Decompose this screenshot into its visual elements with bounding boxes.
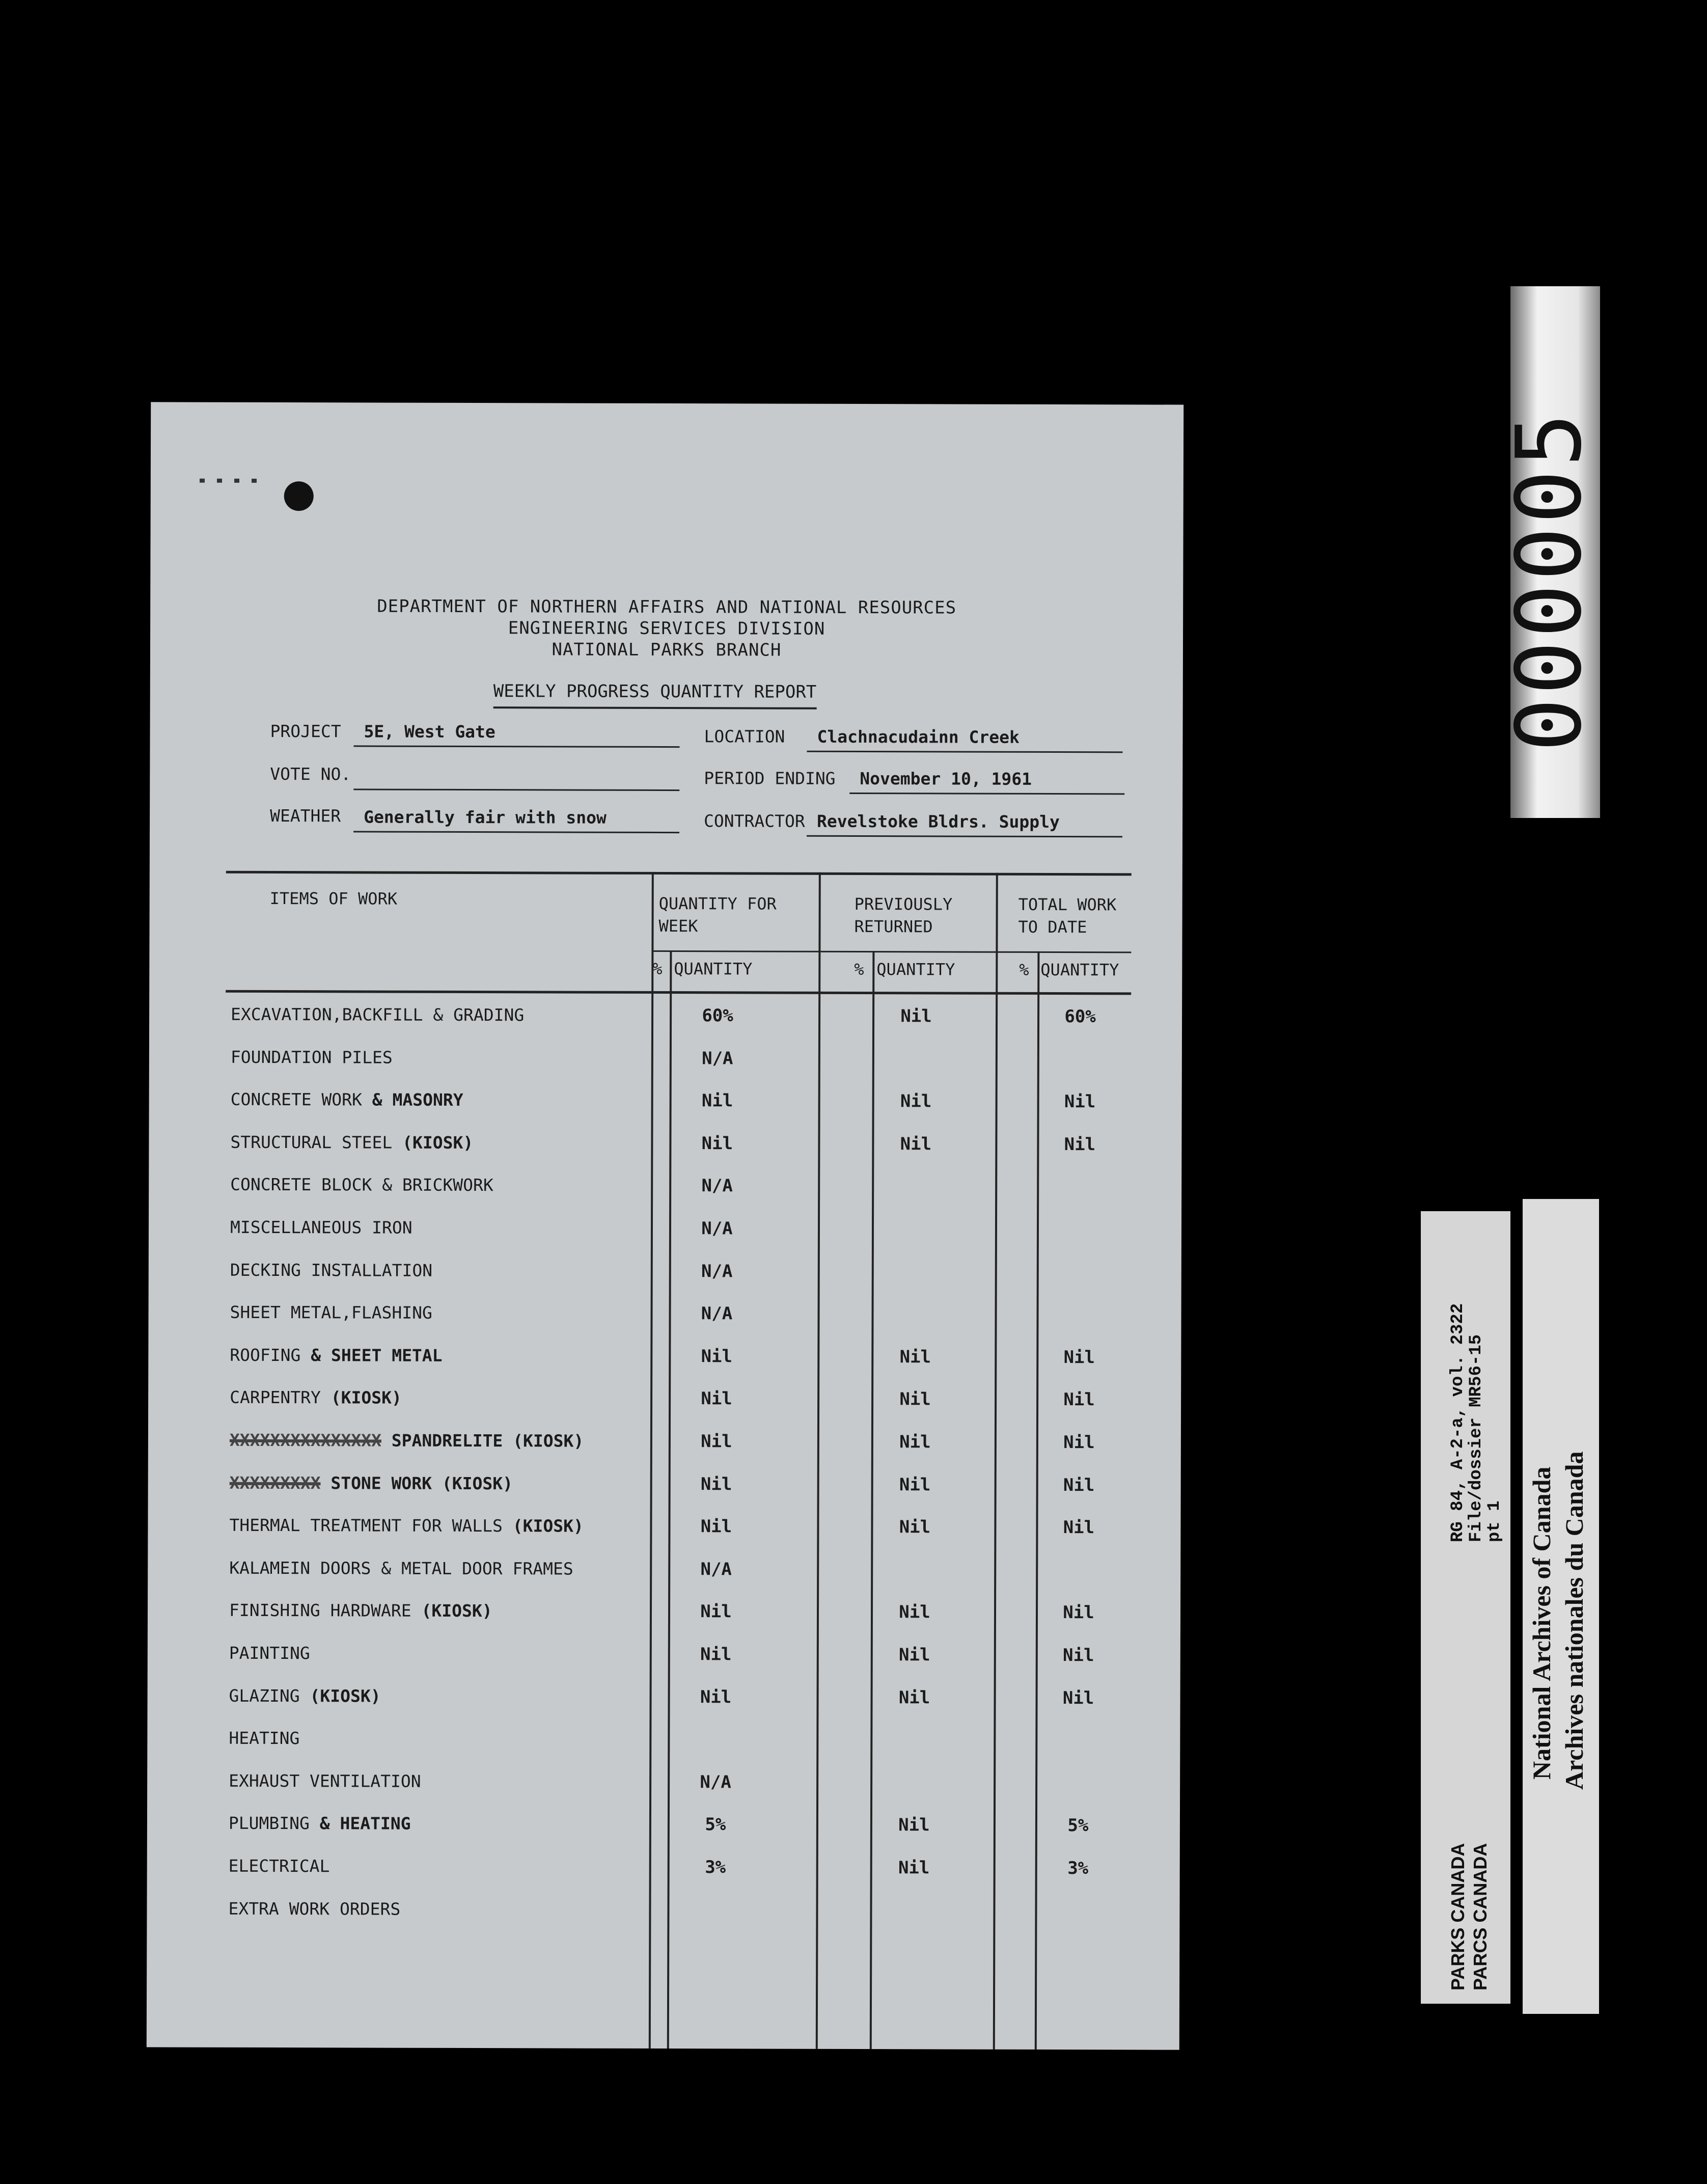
- work-item-name: GLAZING: [229, 1685, 300, 1706]
- total-quantity-cell: Nil: [1064, 1091, 1096, 1112]
- total-quantity-cell: Nil: [1063, 1347, 1095, 1368]
- project-label: PROJECT: [270, 721, 341, 742]
- week-pct-header: %: [652, 959, 663, 978]
- reference-line: File/dossier MR56-15: [1467, 1334, 1486, 1542]
- work-item: [230, 1430, 584, 1451]
- work-item-name: STRUCTURAL STEEL: [230, 1132, 393, 1153]
- work-item-name: EXTRA WORK ORDERS: [228, 1898, 401, 1919]
- work-item-annotation: (KIOSK): [331, 1387, 402, 1408]
- table-row: [147, 1898, 1179, 1931]
- work-item-annotation: (KIOSK): [310, 1686, 381, 1706]
- frame-number-tab: [1497, 286, 1602, 818]
- week-quantity-cell: Nil: [700, 1601, 732, 1622]
- work-item-annotation: & SHEET METAL: [311, 1345, 443, 1366]
- total-quantity-cell: Nil: [1063, 1645, 1094, 1666]
- week-header-line: QUANTITY FOR: [658, 893, 777, 914]
- work-item: [231, 1089, 463, 1110]
- week-quantity-cell: Nil: [700, 1687, 732, 1708]
- table-row: [148, 1302, 1181, 1335]
- work-item-annotation: SPANDRELITE (KIOSK): [391, 1430, 584, 1451]
- work-item: [231, 1047, 393, 1068]
- week-quantity-cell: 3%: [705, 1857, 726, 1878]
- work-item-annotation: (KIOSK): [402, 1132, 474, 1153]
- week-header-line: WEEK: [658, 916, 698, 936]
- total-quantity-cell: Nil: [1063, 1475, 1095, 1496]
- week-quantity-cell: Nil: [701, 1346, 733, 1367]
- week-quantity-cell: N/A: [700, 1559, 732, 1580]
- work-item-annotation: STONE WORK (KIOSK): [331, 1473, 513, 1494]
- total-quantity-cell: Nil: [1063, 1432, 1095, 1453]
- contractor-label: CONTRACTOR: [704, 811, 805, 831]
- vote-label: VOTE NO.: [270, 763, 351, 784]
- national-archives-label: [1523, 1199, 1599, 2014]
- work-item-name: EXHAUST VENTILATION: [229, 1770, 421, 1791]
- work-item: [229, 1771, 421, 1791]
- agency-en: PARKS CANADA: [1447, 1843, 1468, 1990]
- location-label: LOCATION: [704, 726, 785, 747]
- work-item: [230, 1175, 493, 1195]
- archives-name-en: National Archives of Canada: [1527, 1466, 1556, 1780]
- table-row: [149, 1132, 1181, 1165]
- table-row: [148, 1643, 1180, 1676]
- work-item-name: KALAMEIN DOORS & METAL DOOR FRAMES: [229, 1558, 573, 1579]
- total-quantity-cell: Nil: [1063, 1602, 1094, 1623]
- project-value: 5E, West Gate: [353, 721, 679, 748]
- report-title: WEEKLY PROGRESS QUANTITY REPORT: [493, 681, 817, 709]
- table-row: [148, 1430, 1181, 1463]
- report-sheet: [147, 402, 1183, 2050]
- reference-line: RG 84, A-2-a, vol. 2322: [1448, 1303, 1468, 1542]
- table-subheader-rule: [652, 950, 1131, 953]
- agency-fr: PARCS CANADA: [1470, 1843, 1491, 1990]
- prev-header-line: PREVIOUSLY: [854, 894, 953, 914]
- total-pct-header: %: [1019, 960, 1029, 979]
- week-quantity-cell: N/A: [701, 1218, 733, 1239]
- work-item: [230, 1217, 412, 1238]
- reference-line: pt 1: [1485, 1500, 1504, 1542]
- archives-name-fr: Archives nationales du Canada: [1560, 1451, 1588, 1790]
- prev-quantity-cell: Nil: [898, 1815, 930, 1836]
- prev-quantity-cell: Nil: [898, 1687, 930, 1708]
- week-quantity-cell: Nil: [701, 1133, 733, 1154]
- location-value: Clachnacudainn Creek: [807, 727, 1122, 753]
- week-quantity-cell: N/A: [701, 1261, 733, 1282]
- work-item: [231, 1004, 524, 1025]
- work-item-name: THERMAL TREATMENT FOR WALLS: [229, 1515, 503, 1536]
- total-header-line: TOTAL WORK: [1018, 894, 1117, 915]
- week-quantity-cell: 60%: [702, 1005, 733, 1026]
- table-row: [148, 1600, 1180, 1633]
- week-quantity-cell: Nil: [701, 1388, 732, 1409]
- table-row: [147, 1685, 1180, 1718]
- table-row: [149, 1217, 1181, 1250]
- division-heading: ENGINEERING SERVICES DIVISION: [508, 618, 825, 639]
- department-heading: DEPARTMENT OF NORTHERN AFFAIRS AND NATIONAL RESOURCES: [377, 596, 957, 618]
- work-item-name: SHEET METAL,FLASHING: [230, 1302, 432, 1323]
- prev-quantity-cell: Nil: [899, 1645, 930, 1666]
- prev-quantity-cell: Nil: [900, 1091, 932, 1112]
- work-item-annotation: (KIOSK): [512, 1516, 584, 1536]
- prev-quantity-cell: Nil: [898, 1858, 930, 1878]
- work-item-name: EXCAVATION,BACKFILL & GRADING: [231, 1004, 525, 1025]
- work-item-name: DECKING INSTALLATION: [230, 1260, 433, 1280]
- table-row: [149, 1174, 1181, 1207]
- contractor-value: Revelstoke Bldrs. Supply: [807, 811, 1122, 838]
- work-item-name: ELECTRICAL: [228, 1855, 330, 1876]
- work-item-annotation: & MASONRY: [372, 1089, 463, 1110]
- items-header: ITEMS OF WORK: [269, 888, 398, 909]
- work-item: [229, 1686, 381, 1706]
- work-item: [229, 1728, 299, 1748]
- table-row: [147, 1728, 1180, 1761]
- week-quantity-cell: Nil: [701, 1431, 732, 1452]
- week-quantity-cell: Nil: [701, 1090, 733, 1111]
- prev-quantity-cell: Nil: [899, 1347, 931, 1368]
- total-quantity-cell: Nil: [1064, 1134, 1096, 1155]
- work-item-name: CONCRETE BLOCK & BRICKWORK: [230, 1174, 493, 1195]
- total-quantity-cell: 5%: [1067, 1815, 1089, 1836]
- work-item: [229, 1856, 330, 1876]
- prev-header: [854, 893, 952, 938]
- table-row: [148, 1558, 1180, 1591]
- work-item-name: FOUNDATION PILES: [230, 1047, 393, 1068]
- week-quantity-cell: N/A: [702, 1048, 733, 1069]
- week-quantity-cell: N/A: [700, 1772, 731, 1793]
- work-item-name: FINISHING HARDWARE: [229, 1600, 411, 1621]
- work-item: [228, 1899, 400, 1919]
- week-quantity-cell: 5%: [705, 1814, 726, 1835]
- prev-quantity-cell: Nil: [899, 1602, 930, 1623]
- prev-pct-header: %: [854, 959, 864, 979]
- branch-heading: NATIONAL PARKS BRANCH: [552, 639, 782, 661]
- work-item: [230, 1345, 442, 1366]
- work-item-annotation: & HEATING: [319, 1813, 411, 1834]
- week-header: [658, 892, 776, 938]
- work-item: [229, 1813, 411, 1834]
- total-quantity-cell: 60%: [1064, 1006, 1096, 1027]
- work-item: [229, 1600, 492, 1621]
- prev-quantity-cell: Nil: [899, 1389, 931, 1410]
- prev-quantity-cell: Nil: [899, 1432, 931, 1453]
- work-item-name: XXXXXXXXX: [229, 1472, 321, 1493]
- period-value: November 10, 1961: [849, 769, 1124, 795]
- total-quantity-cell: 3%: [1067, 1858, 1089, 1879]
- table-row: [148, 1345, 1181, 1378]
- table-row: [148, 1472, 1181, 1506]
- week-quantity-cell: N/A: [701, 1303, 733, 1324]
- total-quantity-cell: Nil: [1062, 1688, 1094, 1709]
- work-item: [230, 1473, 513, 1493]
- work-item: [230, 1387, 402, 1408]
- total-header-line: TO DATE: [1018, 917, 1087, 937]
- weather-value: Generally fair with snow: [353, 807, 679, 833]
- table-row: [149, 1047, 1182, 1080]
- ink-blot: [284, 481, 314, 511]
- work-item-name: MISCELLANEOUS IRON: [230, 1217, 412, 1238]
- total-header: [1018, 893, 1116, 939]
- prev-quantity-cell: Nil: [900, 1006, 932, 1027]
- table-row: [147, 1813, 1180, 1846]
- weather-label: WEATHER: [270, 805, 341, 826]
- week-quantity-cell: N/A: [701, 1176, 733, 1196]
- work-item: [230, 1260, 432, 1280]
- ink-mark: [200, 479, 266, 483]
- table-row: [149, 1089, 1182, 1122]
- frame-number: 000005: [1497, 410, 1602, 752]
- work-item: [229, 1515, 583, 1536]
- prev-qty-header: QUANTITY: [876, 960, 955, 979]
- period-label: PERIOD ENDING: [704, 768, 836, 788]
- work-item-name: CARPENTRY: [230, 1387, 321, 1408]
- prev-quantity-cell: Nil: [900, 1134, 932, 1155]
- total-quantity-cell: Nil: [1063, 1517, 1095, 1538]
- table-row: [149, 1004, 1182, 1037]
- work-item-name: ROOFING: [230, 1345, 301, 1366]
- week-quantity-cell: Nil: [700, 1474, 732, 1495]
- archive-reference-label: [1421, 1211, 1510, 2004]
- week-quantity-cell: Nil: [700, 1644, 732, 1665]
- work-item: [229, 1643, 310, 1663]
- prev-quantity-cell: Nil: [899, 1475, 931, 1495]
- work-item: [229, 1558, 573, 1579]
- table-row: [148, 1515, 1180, 1548]
- total-qty-header: QUANTITY: [1040, 960, 1119, 980]
- work-item-name: PAINTING: [229, 1643, 310, 1663]
- work-item: [230, 1302, 432, 1323]
- work-item: [230, 1132, 473, 1153]
- total-quantity-cell: Nil: [1063, 1389, 1095, 1410]
- work-item-name: XXXXXXXXXXXXXXX: [229, 1430, 381, 1451]
- prev-header-line: RETURNED: [854, 916, 933, 937]
- work-item-name: CONCRETE WORK: [230, 1089, 362, 1110]
- work-item-name: HEATING: [229, 1728, 300, 1749]
- vote-value: [353, 764, 679, 791]
- table-row: [147, 1855, 1180, 1889]
- prev-quantity-cell: Nil: [899, 1517, 931, 1538]
- week-qty-header: QUANTITY: [674, 959, 753, 979]
- work-item-annotation: (KIOSK): [421, 1600, 492, 1621]
- table-row: [149, 1260, 1181, 1293]
- work-item-name: PLUMBING: [228, 1813, 310, 1834]
- week-quantity-cell: Nil: [700, 1516, 732, 1537]
- table-row: [147, 1770, 1180, 1804]
- table-row: [148, 1387, 1181, 1420]
